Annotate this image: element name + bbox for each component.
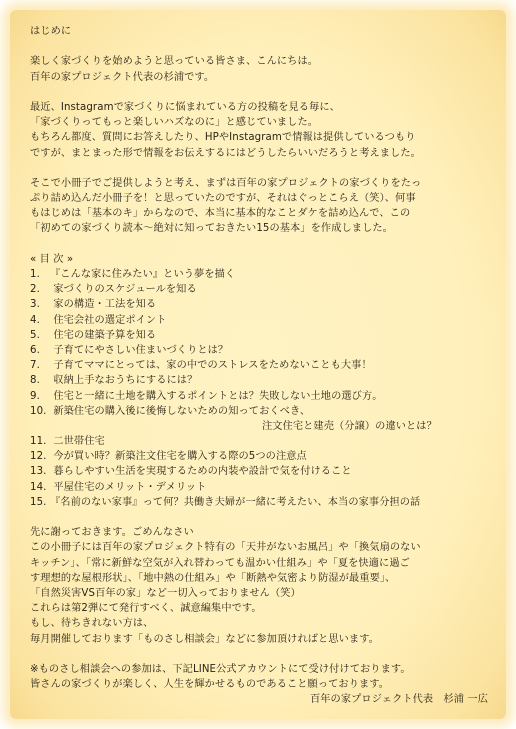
closing-paragraph-line: もし、待ちきれない方は、 [30, 618, 154, 630]
intro-paragraph-line: もちろん都度、質問にお答えしたり、HPやInstagramで情報は提供しているつもり [30, 132, 416, 144]
toc-item [30, 358, 492, 373]
toc-item-number: 14. [30, 481, 47, 493]
closing-paragraph-line: この小冊子には百年の家プロジェクト特有の「天井がないお風呂」や「換気扇のない [30, 542, 421, 554]
intro-paragraph-line: 「初めての家づくり読本～絶対に知っておきたい15の基本」を作成しました。 [30, 223, 393, 235]
toc-item [30, 328, 492, 343]
toc-item [30, 404, 492, 419]
toc-item [30, 434, 492, 449]
toc-item-number: 13. [30, 466, 47, 478]
toc-item [30, 464, 492, 479]
intro-heading: はじめに [30, 26, 72, 37]
intro-paragraph-line: そこで小冊子でご提供しようと考え、まずは百年の家プロジェクトの家づくりをたっ [30, 177, 422, 189]
toc-item-text: 住宅と一緒に土地を購入するポイントとは？失敗しない土地の選び方。 [50, 390, 383, 402]
toc-item [30, 389, 492, 404]
signature: 百年の家プロジェクト代表 杉浦 一広 [309, 694, 488, 706]
toc-item-text: 住宅の建築予算を知る [50, 329, 157, 341]
greeting-line: 楽しく家づくりを始めようと思っている皆さま、こんにちは。 [30, 56, 319, 68]
intro-paragraph-line: 「家づくりってもっと楽しいハズなのに」と感じていました。 [30, 117, 319, 129]
toc-item-number: 5. [30, 329, 40, 341]
closing-paragraph-line: キッチン」、「常に新鮮な空気が入れ替わっても温かい仕組み」や「夏を快適に過ご [30, 557, 410, 569]
toc-item-number: 4. [30, 314, 40, 326]
toc-item-text: 二世帯住宅 [50, 436, 105, 448]
closing-paragraph-line: 「自然災害VS百年の家」など一切入っておりません（笑） [30, 587, 301, 599]
toc-item-text: 子育てママにとっては、家の中でのストレスをためないことも大事！ [50, 360, 372, 372]
document-body [30, 24, 492, 707]
toc-item-text: 『名前のない家事』って何？共働き夫婦が一緒に考えたい、本当の家事分担の話 [50, 496, 421, 508]
toc-item-text: 平屋住宅のメリット・デメリット [50, 481, 207, 493]
toc-item-text: 暮らしやすい生活を実現するための内装や設計で気を付けること [50, 466, 352, 478]
toc-item-number: 11. [30, 436, 47, 448]
toc-item [30, 495, 492, 510]
closing-paragraph-line: 毎月開催しております「ものさし相談会」などに参加頂ければと思います。 [30, 633, 379, 645]
toc-item-text: 収納上手なおうちにするには？ [50, 375, 198, 387]
toc-item-number: 10. [30, 405, 47, 417]
toc-item-number: 9. [30, 390, 40, 402]
greeting-line: 百年の家プロジェクト代表の杉浦です。 [30, 71, 215, 83]
closing-paragraph-line: す理想的な屋根形状」、「地中熱の仕組み」や「断熱や気密より防湿が最重要」、 [30, 572, 396, 584]
closing-paragraph-line: これらは第2弾にて発行すべく、誠意編集中です。 [30, 603, 262, 615]
closing-note-line: 皆さんの家づくりが楽しく、人生を輝かせるものであること願っております。 [30, 679, 390, 691]
toc-item-number: 2. [30, 284, 40, 296]
toc-item [30, 343, 492, 358]
toc-item-text: 新築住宅の購入後に後悔しないための知っておくべき、 [50, 405, 311, 417]
toc-item-number: 7. [30, 360, 40, 372]
toc-item-number: 1. [30, 269, 40, 280]
toc-item-text: 家の構造・工法を知る [50, 299, 157, 311]
toc-item-number: 3. [30, 299, 40, 311]
toc-item-text: 住宅会社の選定ポイント [50, 314, 167, 326]
toc-item-number: 15. [30, 496, 47, 508]
toc-item-text: 子育てにやさしい住まいづくりとは？ [50, 344, 229, 356]
toc-item [30, 297, 492, 312]
toc-item-number: 12. [30, 451, 47, 463]
closing-paragraph-line: 先に謝っておきます。ごめんなさい [30, 527, 194, 539]
toc-item [30, 373, 492, 388]
toc-item [30, 480, 492, 495]
intro-paragraph-line: ですが、まとまった形で情報をお伝えするにはどうしたらいいだろうと考えました。 [30, 147, 421, 159]
toc-item [30, 449, 492, 464]
intro-paragraph-line: もはじめは「基本のキ」からなので、本当に基本的なことダケを詰め込んで、この [30, 208, 411, 220]
toc-item-number: 6. [30, 344, 40, 356]
intro-paragraph-line: 最近、Instagramで家づくりに悩まれている方の投稿を見る毎に、 [30, 101, 340, 113]
toc-item-text: 今が買い時？新築注文住宅を購入する際の5つの注意点 [50, 451, 307, 463]
toc-item-text: 『こんな家に住みたい』という夢を描く [50, 269, 236, 280]
toc-title: « 目 次 » [30, 253, 74, 265]
closing-note-line: ※ものさし相談会への参加は、下記LINE公式アカウントにて受け付けております。 [30, 663, 411, 675]
toc-item [30, 267, 492, 282]
toc-item-number: 8. [30, 375, 40, 387]
toc-item [30, 282, 492, 297]
table-of-contents [30, 267, 492, 510]
intro-paragraph-line: ぷり詰め込んだ小冊子を！と思っていたのですが、それはぐっとこらえ（笑）、何事 [30, 193, 416, 205]
toc-item [30, 313, 492, 328]
toc-item-continuation: 注文住宅と建売（分譲）の違いとは？ [262, 420, 437, 432]
toc-item-text: 家づくりのスケジュールを知る [50, 284, 197, 296]
